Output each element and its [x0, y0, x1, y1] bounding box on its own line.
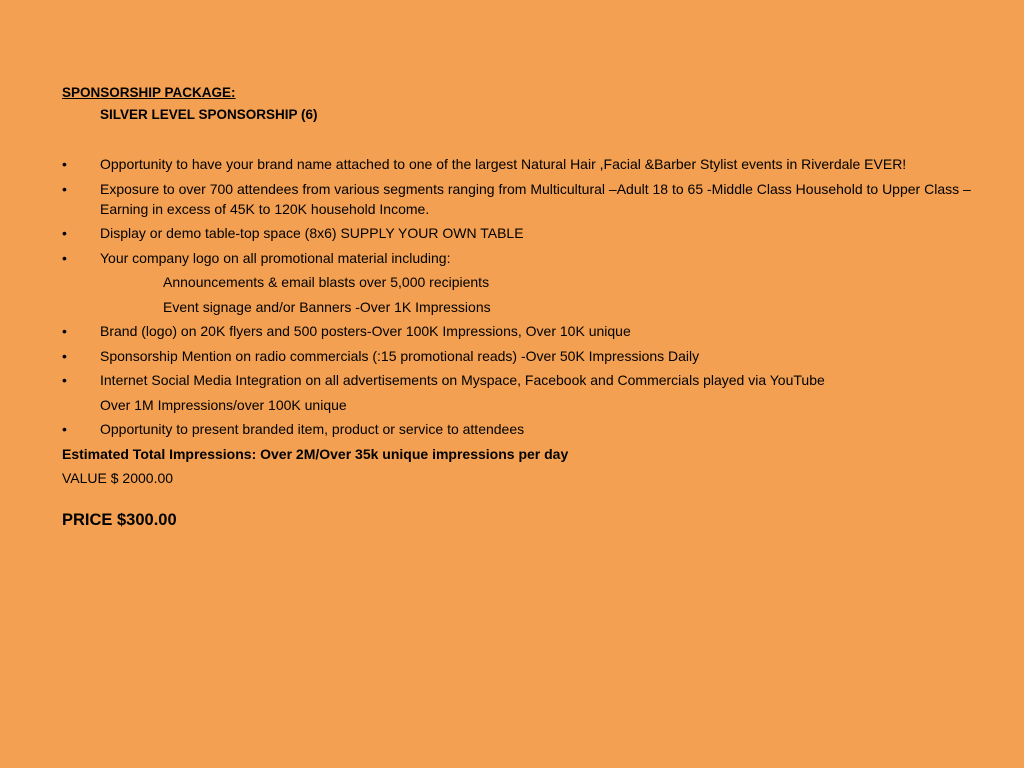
list-item-text: Display or demo table-top space (8x6) SUPPLY YOUR OWN TABLE [100, 225, 524, 241]
list-item-text: Internet Social Media Integration on all advertisements on Myspace, Facebook and Commercials played via YouTube [100, 372, 825, 388]
list-item-text: Your company logo on all promotional material including: [100, 249, 451, 266]
estimated-impressions: Estimated Total Impressions: Over 2M/Over 35k unique impressions per day [62, 445, 569, 462]
sub-item: Announcements & email blasts over 5,000 recipients [163, 274, 490, 290]
bullet-icon: • [62, 421, 67, 437]
list-item [62, 419, 972, 439]
benefits-list-a [62, 154, 972, 268]
level-subheading: SILVER LEVEL SPONSORSHIP (6) [100, 107, 318, 122]
list-item [62, 223, 972, 243]
benefits-list-c [62, 419, 972, 439]
list-item-text: Exposure to over 700 attendees from various segments ranging from Multicultural –Adult 18 to 65 -Middle Class Household to Upper Class –Earning in excess of 45K to 120K household Income. [100, 180, 971, 217]
bullet-icon: • [62, 323, 67, 339]
spacer [62, 127, 972, 154]
list-item [62, 321, 972, 341]
list-item [62, 370, 972, 390]
list-item [62, 346, 972, 366]
slide-content [62, 83, 972, 530]
list-item-text: Sponsorship Mention on radio commercials (:15 promotional reads) -Over 50K Impressions Daily [100, 347, 700, 364]
bullet-icon: • [62, 249, 67, 266]
package-price: PRICE $300.00 [62, 511, 177, 529]
list-item [62, 179, 972, 219]
sub-item: Event signage and/or Banners -Over 1K Impressions [163, 298, 491, 315]
bullet-icon: • [62, 347, 67, 364]
bullet-icon: • [62, 372, 67, 388]
list-item [62, 154, 972, 174]
list-item-text: Opportunity to have your brand name attached to one of the largest Natural Hair ,Facial &Barber Stylist events in Riverdale EVER! [100, 156, 907, 172]
continuation-line: Over 1M Impressions/over 100K unique [100, 396, 347, 413]
package-value: VALUE $ 2000.00 [62, 470, 174, 486]
benefits-list-b [62, 321, 972, 390]
package-heading: SPONSORSHIP PACKAGE: [62, 85, 236, 100]
list-item-text: Opportunity to present branded item, product or service to attendees [100, 421, 525, 437]
bullet-icon: • [62, 180, 67, 197]
list-item-text: Brand (logo) on 20K flyers and 500 posters-Over 100K Impressions, Over 10K unique [100, 323, 631, 339]
list-item [62, 248, 972, 268]
bullet-icon: • [62, 225, 67, 241]
bullet-icon: • [62, 156, 67, 172]
